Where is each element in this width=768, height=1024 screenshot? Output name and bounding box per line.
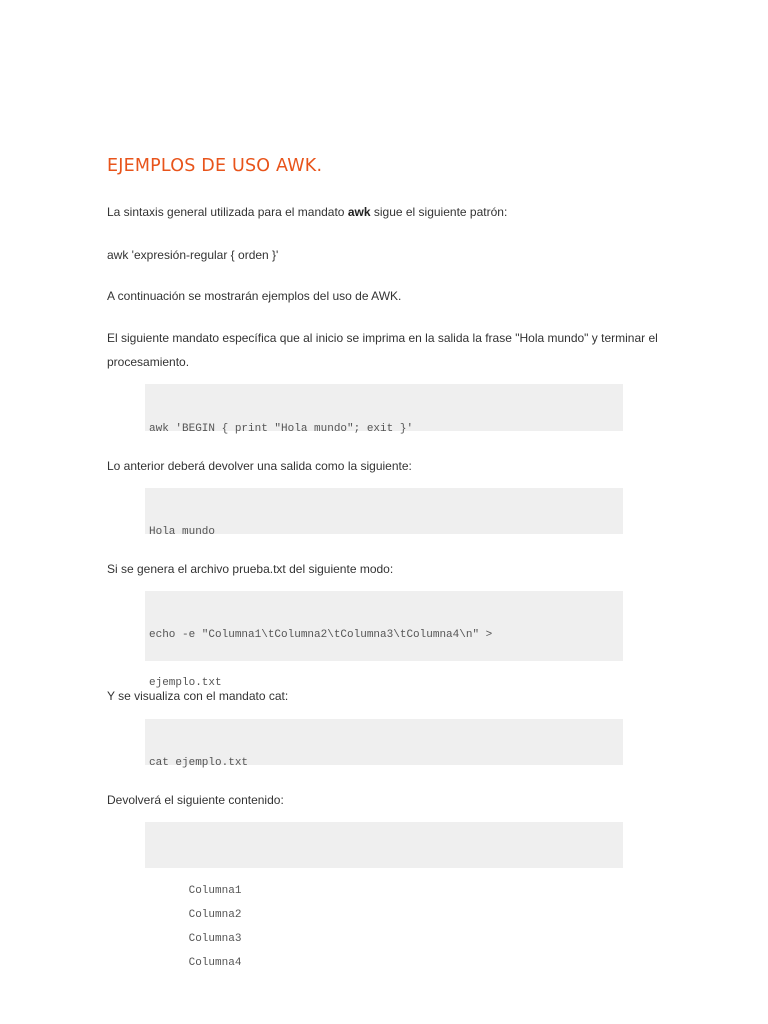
column-cell: Columna4 (188, 957, 242, 969)
output-columns (149, 855, 619, 999)
intro-paragraph (107, 200, 667, 224)
file-description: Si se genera el archivo prueba.txt del siguiente modo: (107, 562, 394, 576)
syntax-paragraph: awk 'expresión-regular { orden }' (107, 248, 279, 262)
intro-text-bold: awk (347, 205, 371, 219)
content-description: Devolverá el siguiente contenido: (107, 793, 284, 807)
output-block-hola (145, 488, 623, 538)
code-line: awk 'BEGIN { print "Hola mundo"; exit }' (149, 423, 414, 435)
code-line-1: echo -e "Columna1\tColumna2\tColumna3\tColumna4\n" > (149, 629, 493, 641)
column-cell: Columna2 (188, 909, 242, 921)
example1-description: El siguiente mandato específica que al inicio se imprima en la salida la frase "Hola mundo" y terminar el procesamiento. (107, 331, 658, 369)
cat-description: Y se visualiza con el mandato cat: (107, 689, 289, 703)
output-line: Hola mundo (149, 526, 216, 538)
code-block-begin (145, 384, 623, 435)
column-cell: Columna1 (188, 885, 242, 897)
intro-text-before: La sintaxis general utilizada para el mandato (107, 205, 348, 219)
code-line-2: ejemplo.txt (149, 677, 222, 689)
continuation-paragraph: A continuación se mostrarán ejemplos del uso de AWK. (107, 289, 402, 303)
output-block-columns (145, 822, 623, 969)
column-cell: Columna3 (188, 933, 242, 945)
intro-text-after: sigue el siguiente patrón: (370, 205, 508, 219)
output-description: Lo anterior deberá devolver una salida como la siguiente: (107, 459, 412, 473)
code-block-cat (145, 719, 623, 769)
page-title: EJEMPLOS DE USO AWK. (107, 156, 323, 176)
code-block-echo (145, 591, 623, 689)
code-line: cat ejemplo.txt (149, 757, 249, 769)
